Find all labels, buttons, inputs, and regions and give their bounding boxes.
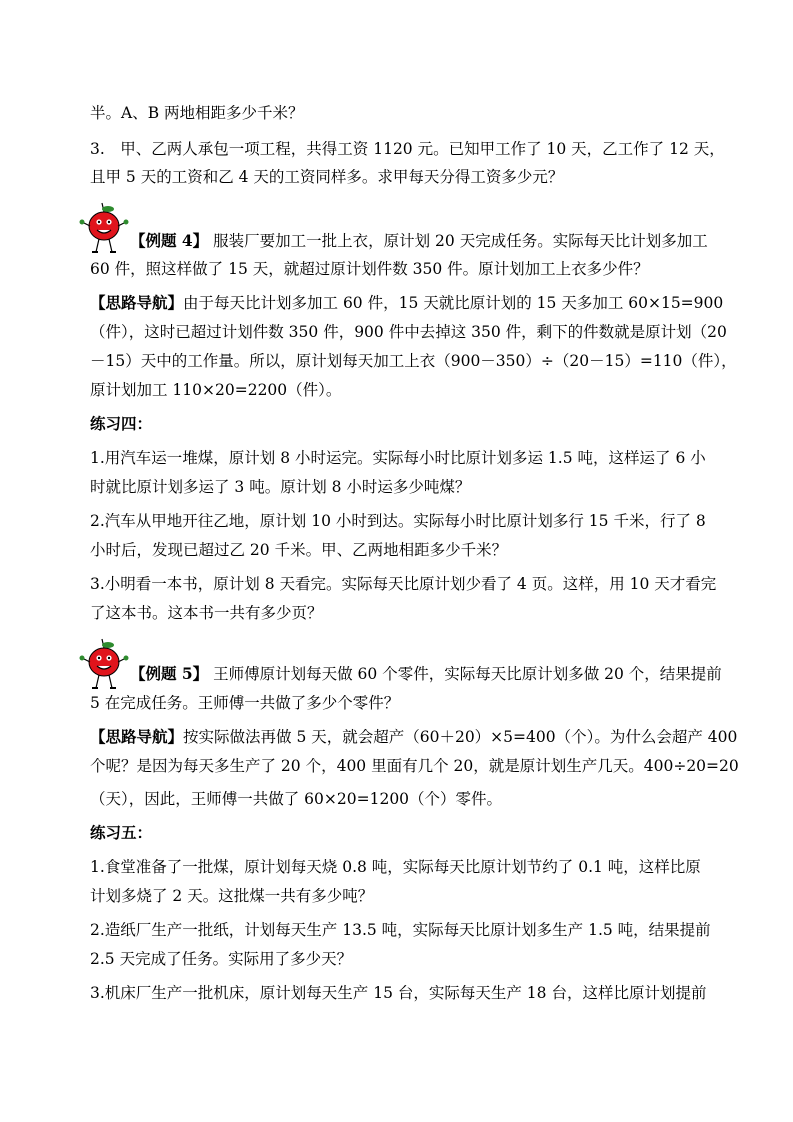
guide-text: （件），这时已超过计划件数 350 件，900 件中去掉这 350 件，剩下的件数就是原计划（20 — [90, 323, 727, 341]
example-label: 【例题 4】 — [130, 231, 209, 250]
practice-question: 2.汽车从甲地开往乙地，原计划 10 小时到达。实际每小时比原计划多行 15 千米，行了 8 — [90, 512, 706, 530]
problem-text: 且甲 5 天的工资和乙 4 天的工资同样多。求甲每天分得工资多少元？ — [90, 168, 564, 186]
guide-text: 个呢？是因为每天多生产了 20 个，400 里面有几个 20，就是原计划生产几天。400÷20=20 — [90, 757, 739, 775]
guide-text: （天），因此，王师傅一共做了 60×20=1200（个）零件。 — [90, 790, 503, 808]
example-text: 王师傅原计划每天做 60 个零件，实际每天比原计划多做 20 个，结果提前 — [208, 665, 722, 683]
practice-question: 2.造纸厂生产一批纸，计划每天生产 13.5 吨，实际每天比原计划多生产 1.5 吨，结果提前 — [90, 921, 711, 939]
example-label: 【例题 5】 — [130, 664, 209, 683]
practice-question: 1.食堂准备了一批煤，原计划每天烧 0.8 吨，实际每天比原计划节约了 0.1 吨，这样比原 — [90, 858, 701, 876]
problem-text: 3. 甲、乙两人承包一项工程，共得工资 1120 元。已知甲工作了 10 天，乙工作了 12 天， — [90, 140, 725, 158]
practice-question: 3.小明看一本书，原计划 8 天看完。实际每天比原计划少看了 4 页。这样，用 10 天才看完 — [90, 575, 717, 593]
practice-question: 时就比原计划多运了 3 吨。原计划 8 小时运多少吨煤？ — [90, 478, 471, 496]
example-text: 服装厂要加工一批上衣，原计划 20 天完成任务。实际每天比计划多加工 — [208, 232, 708, 250]
example-text: 5 在完成任务。王师傅一共做了多少个零件？ — [90, 694, 400, 712]
example-5-line — [130, 664, 722, 684]
guide-line — [90, 727, 737, 747]
practice-title: 练习五： — [90, 823, 153, 842]
guide-text: 按实际做法再做 5 天，就会超产（60＋20）×5=400（个）。为什么会超产 400 — [183, 728, 738, 746]
practice-question: 了这本书。这本书一共有多少页？ — [90, 604, 323, 622]
practice-question: 1.用汽车运一堆煤，原计划 8 小时运完。实际每小时比原计划多运 1.5 吨，这样运了 6 小 — [90, 449, 706, 467]
guide-label: 【思路导航】 — [90, 293, 184, 312]
example-4-line — [130, 231, 708, 251]
practice-question: 小时后，发现已超过乙 20 千米。甲、乙两地相距多少千米？ — [90, 541, 508, 559]
practice-question: 2.5 天完成了任务。实际用了多少天？ — [90, 950, 353, 968]
practice-question: 计划多烧了 2 天。这批煤一共有多少吨？ — [90, 887, 374, 905]
example-text: 60 件，照这样做了 15 天，就超过原计划件数 350 件。原计划加工上衣多少件？ — [90, 260, 649, 278]
practice-question: 3.机床厂生产一批机床，原计划每天生产 15 台，实际每天生产 18 台，这样比原计划提前 — [90, 984, 707, 1002]
guide-label: 【思路导航】 — [90, 727, 184, 746]
problem-text: 半。A、B 两地相距多少千米？ — [90, 104, 304, 122]
guide-text: －15）天中的工作量。所以，原计划每天加工上衣（900－350）÷（20－15）=110（件）， — [90, 352, 737, 370]
guide-text: 原计划加工 110×20=2200（件）。 — [90, 381, 342, 399]
guide-line — [90, 293, 723, 313]
practice-title: 练习四： — [90, 414, 153, 433]
apple-mascot-icon — [78, 636, 130, 696]
guide-text: 由于每天比计划多加工 60 件，15 天就比原计划的 15 天多加工 60×15=900 — [183, 294, 724, 312]
apple-mascot-icon — [78, 200, 130, 260]
